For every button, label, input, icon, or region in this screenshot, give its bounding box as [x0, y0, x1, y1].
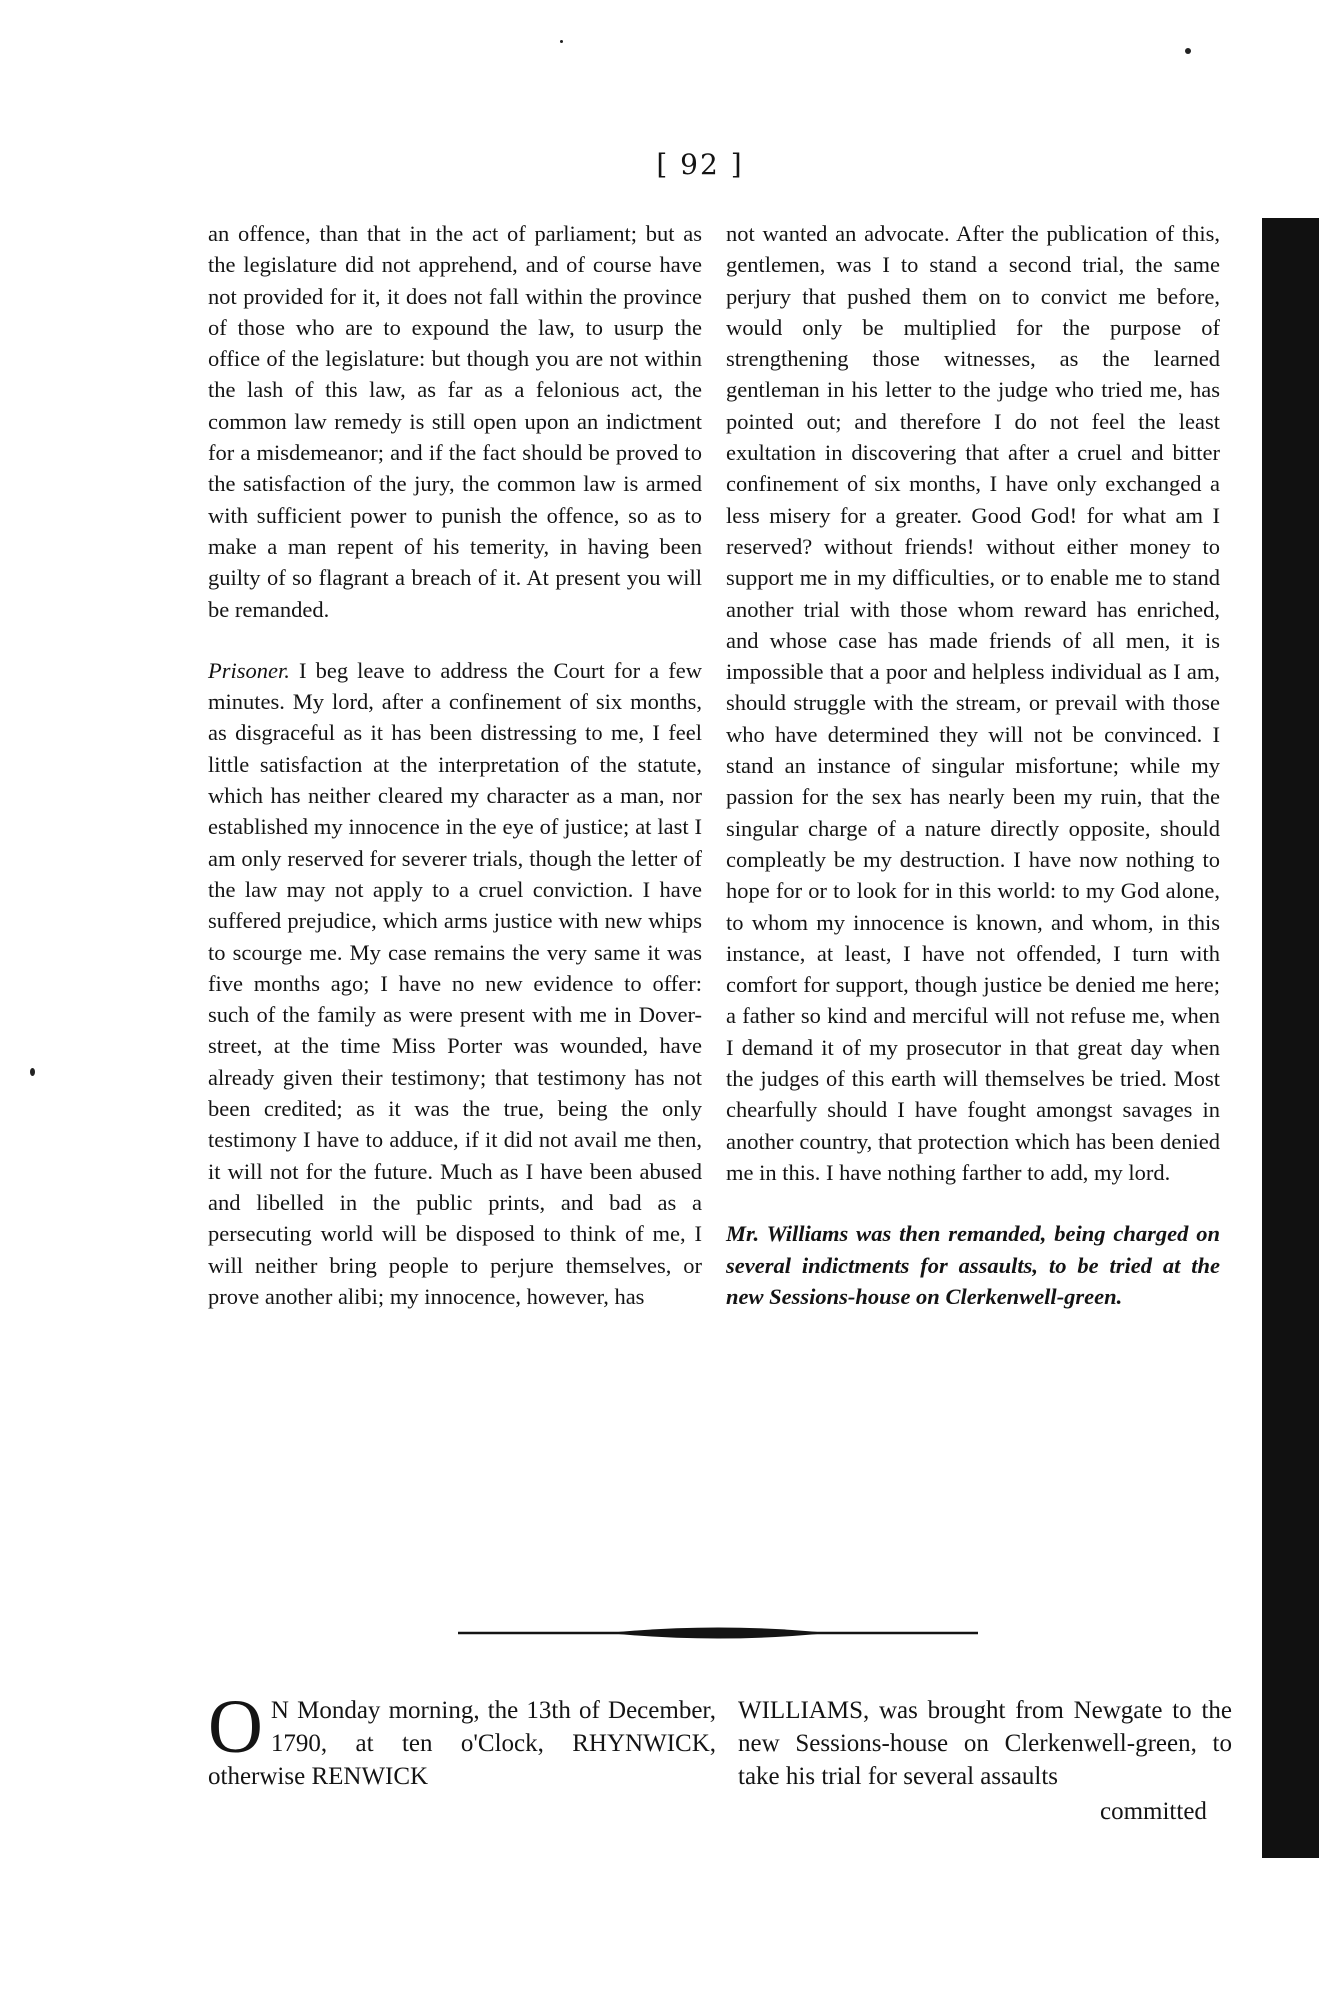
- remand-note: Mr. Williams was then remanded, being charged on several indictments for assaults, to be tried at the new Sessions-house on Clerkenwell-green.: [726, 1221, 1220, 1309]
- scan-margin-bar: [1262, 218, 1319, 1858]
- scan-speck: [560, 40, 563, 43]
- scan-speck: [30, 1068, 35, 1076]
- drop-cap: O: [208, 1685, 263, 1769]
- new-section-left-text: N Monday morning, the 13th of December, 1790, at ten o'Clock, RHYNWICK, otherwise RENWICK: [208, 1697, 716, 1790]
- catchword: committed: [1100, 1798, 1207, 1825]
- judge-remarks-paragraph: an offence, than that in the act of parliament; but as the legislature did not apprehend, and of course have not provided for it, it does not fall within the province of those who are to expound the law, to usurp the office of the legislature: but though you are not within the lash of this law, as far as a felonious act, the common law remedy is still open upon an indictment for a misdemeanor; and if the fact should be proved to the satisfaction of the jury, the common law is armed with sufficient power to punish the offence, so as to make a man repent of his temerity, in having been guilty of so flagrant a breach of it. At present you will be remanded.: [208, 221, 702, 622]
- new-section-left: [208, 1685, 716, 1793]
- section-divider-ornament: [458, 1620, 978, 1646]
- prisoner-speech-paragraph: [208, 655, 702, 1312]
- speaker-label: Prisoner.: [208, 657, 290, 683]
- left-column: [208, 218, 702, 1312]
- new-section-right: WILLIAMS, was brought from Newgate to the new Sessions-house on Clerkenwell-green, to take his trial for several assaults: [738, 1697, 1232, 1790]
- prisoner-speech-continuation: not wanted an advocate. After the publication of this, gentlemen, was I to stand a second trial, the same perjury that pushed them on to convict me before, would only be multiplied for the purpose of strengthening those witnesses, as the learned gentleman in his letter to the judge who tried me, has pointed out; and therefore I do not feel the least exultation in discovering that after a cruel and bitter confinement of six months, I have only exchanged a less misery for a greater. Good God! for what am I reserved? without friends! without either money to support me in my difficulties, or to enable me to stand another trial with those whom reward has enriched, and whose case has made friends of all men, it is impossible that a poor and helpless individual as I am, should struggle with the stream, or prevail with those who have determined they will not be convinced. I stand an instance of singular misfortune; while my passion for the sex has nearly been my ruin, that the singular charge of a nature directly opposite, should compleatly be my destruction. I have now nothing to hope for or to look for in this world: to my God alone, to whom my innocence is known, and whom, in this instance, at least, I have not offended, I turn with comfort for support, though justice be denied me here; a father so kind and merciful will not refuse me, when I demand it of my prosecutor in that great day when the judges of this earth will themselves be tried. Most chearfully should I have fought amongst savages in another country, that protection which has been denied me in this. I have nothing farther to add, my lord.: [726, 221, 1220, 1185]
- right-column: [726, 218, 1220, 1312]
- prisoner-speech-text: I beg leave to address the Court for a few minutes. My lord, after a confinement of six months, as disgraceful as it has been distressing to me, I feel little satisfaction at the interpretation of the statute, which has neither cleared my character as a man, nor established my innocence in the eye of justice; at last I am only reserved for severer trials, though the letter of the law may not apply to a cruel conviction. I have suffered prejudice, which arms justice with new whips to scourge me. My case remains the very same it was five months ago; I have no new evidence to offer: such of the family as were present with me in Dover-street, at the time Miss Porter was wounded, have already given their testimony; that testimony has not been credited; as it was the true, being the only testimony I have to adduce, if it did not avail me then, it will not for the future. Much as I have been abused and libelled in the public prints, and bad as a persecuting world will be disposed to think of me, I will neither bring people to perjure themselves, or prove another alibi; my innocence, however, has: [208, 657, 702, 1309]
- page-number: [ 92 ]: [656, 148, 744, 181]
- scan-speck: [1185, 48, 1191, 54]
